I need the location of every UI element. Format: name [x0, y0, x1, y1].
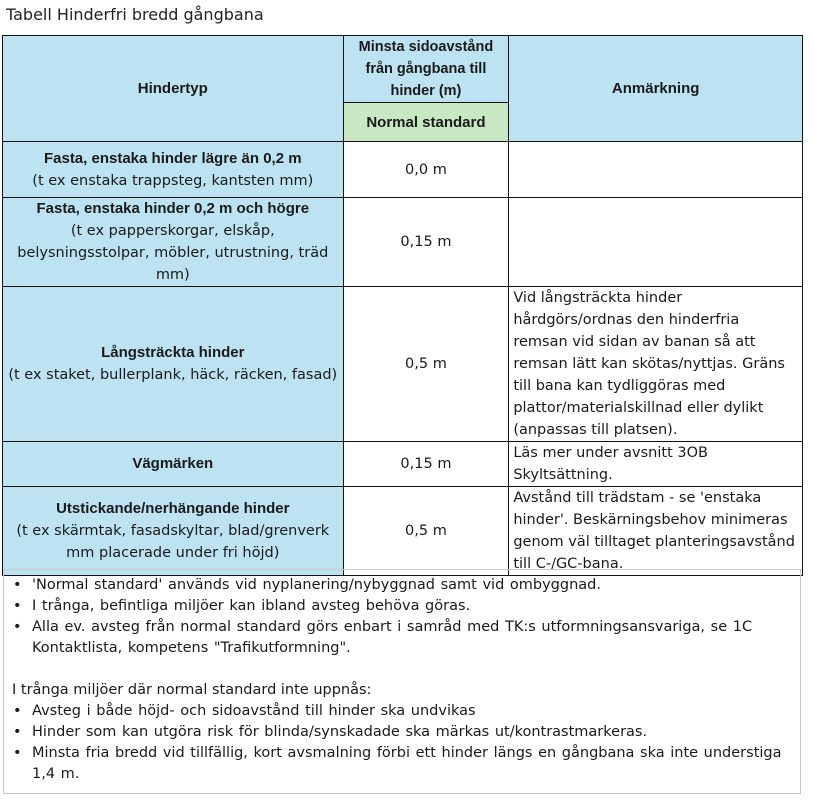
- bullet-icon: •: [13, 577, 22, 593]
- table-row: [3, 287, 803, 442]
- notes-list-narrow: [12, 701, 794, 785]
- bullet-icon: •: [13, 703, 22, 719]
- obstacle-type-cell: [3, 442, 344, 487]
- distance-value: 0,5 m: [343, 287, 509, 442]
- obstacle-type-examples: (t ex skärmtak, fasadskyltar, blad/grenverk mm placerade under fri höjd): [16, 523, 330, 561]
- notes-list-general: [12, 575, 794, 659]
- list-item: • I trånga, befintliga miljöer kan ibland avsteg behöva göras.: [12, 596, 794, 617]
- remark-cell: Vid långsträckta hinder hårdgörs/ordnas den hinderfria remsan vid sidan av banan så att remsan lätt kan skötas/nyttjas. Gräns till bana kan tydliggöras med plattor/materialskillnad eller dylikt (anpassas till platsen).: [509, 287, 803, 442]
- obstacle-type-cell: [3, 142, 344, 198]
- remark-cell: Läs mer under avsnitt 3OB Skyltsättning.: [509, 442, 803, 487]
- list-item: • Alla ev. avsteg från normal standard görs enbart i samråd med TK:s utformningsansvariga, se 1C Kontaktlista, kompetens "Trafikutformning".: [13, 619, 753, 656]
- notes-box: [3, 569, 801, 794]
- header-obstacle-type: Hindertyp: [3, 36, 344, 142]
- list-item: • Hinder som kan utgöra risk för blinda/synskadade ska märkas ut/kontrastmarkeras.: [12, 722, 794, 743]
- table-row: [3, 198, 803, 287]
- obstacle-type-name: Vägmärken: [132, 455, 214, 472]
- obstacle-type-examples: (t ex staket, bullerplank, häck, räcken, fasad): [8, 367, 338, 383]
- obstacle-type-cell: [3, 198, 344, 287]
- obstacle-type-name: Fasta, enstaka hinder lägre än 0,2 m: [43, 149, 302, 167]
- table-row: [3, 487, 803, 576]
- obstacle-type-cell: [3, 487, 344, 576]
- distance-value: 0,15 m: [343, 198, 509, 287]
- obstacle-type-name: Långsträckta hinder: [101, 344, 245, 361]
- bullet-icon: •: [13, 598, 22, 614]
- header-remark: Anmärkning: [509, 36, 803, 142]
- table-row: [3, 142, 803, 198]
- distance-value: 0,15 m: [343, 442, 509, 487]
- obstacle-type-examples: (t ex enstaka trappsteg, kantsten mm): [32, 172, 314, 189]
- distance-value: 0,5 m: [343, 487, 509, 576]
- obstacle-table: [2, 35, 803, 576]
- remark-cell: [509, 198, 803, 287]
- remark-cell: Avstånd till trädstam - se 'enstaka hinder'. Beskärningsbehov minimeras genom väl tilltaget planteringsavstånd till C-/GC-bana.: [509, 487, 803, 576]
- list-item: • Avsteg i både höjd- och sidoavstånd till hinder ska undvikas: [12, 701, 794, 722]
- bullet-icon: •: [13, 745, 22, 761]
- header-normal-standard: Normal standard: [343, 103, 509, 142]
- notes-subheading: I trånga miljöer där normal standard inte uppnås:: [12, 682, 372, 698]
- remark-cell: [509, 142, 803, 198]
- table-title: Tabell Hinderfri bredd gångbana: [6, 5, 264, 24]
- header-min-distance: Minsta sidoavstånd från gångbana till hinder (m): [343, 36, 509, 103]
- list-item: • 'Normal standard' används vid nyplanering/nybyggnad samt vid ombyggnad.: [12, 575, 794, 596]
- obstacle-type-name: Fasta, enstaka hinder 0,2 m och högre: [36, 200, 310, 217]
- bullet-icon: •: [13, 724, 22, 740]
- table-row: [3, 442, 803, 487]
- obstacle-type-name: Utstickande/nerhängande hinder: [56, 500, 290, 517]
- list-item: • Minsta fria bredd vid tillfällig, kort avsmalning förbi ett hinder längs en gångbana ska inte understiga 1,4 m.: [13, 745, 782, 782]
- distance-value: 0,0 m: [343, 142, 509, 198]
- bullet-icon: •: [13, 619, 22, 635]
- obstacle-type-cell: [3, 287, 344, 442]
- obstacle-type-examples: (t ex papperskorgar, elskåp, belysningsstolpar, möbler, utrustning, träd mm): [17, 223, 329, 283]
